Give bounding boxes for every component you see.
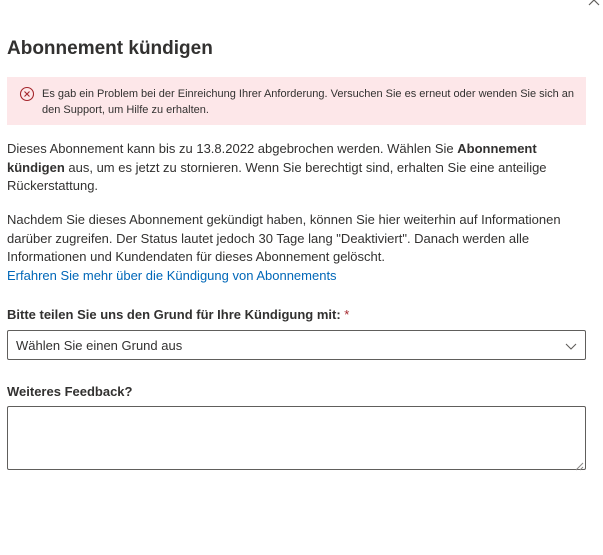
resize-grip-icon[interactable]	[574, 458, 584, 468]
reason-dropdown-value: Wählen Sie einen Grund aus	[16, 338, 183, 353]
info-text-part2: aus, um es jetzt zu stornieren. Wenn Sie berechtigt sind, erhalten Sie eine anteilige Rückerstattung.	[7, 159, 547, 193]
close-icon[interactable]	[585, 0, 603, 9]
feedback-label: Weiteres Feedback?	[7, 384, 133, 399]
reason-label	[7, 307, 349, 322]
chevron-down-icon	[565, 339, 577, 351]
info-text-part1: Dieses Abonnement kann bis zu 13.8.2022 abgebrochen werden. Wählen Sie	[7, 141, 458, 156]
info-text-bold: Abonnement kündigen	[7, 141, 537, 175]
error-circle-icon	[19, 86, 35, 102]
retention-text: Nachdem Sie dieses Abonnement gekündigt haben, können Sie hier weiterhin auf Informationen darüber zugreifen. Der Status lautet jedoch 30 Tage lang "Deaktiviert". Danach werden alle Informationen und Kundendaten für dieses Abonnement gelöscht.	[7, 212, 561, 264]
required-marker: *	[344, 307, 350, 322]
error-message-text: Es gab ein Problem bei der Einreichung Ihrer Anforderung. Versuchen Sie es erneut oder wenden Sie sich an den Support, um Hilfe zu erhalten.	[42, 88, 574, 116]
cancellation-info-paragraph	[7, 140, 589, 196]
data-retention-paragraph	[7, 211, 589, 285]
feedback-textarea[interactable]	[7, 406, 586, 470]
error-message-bar	[7, 77, 586, 125]
learn-more-link[interactable]: Erfahren Sie mehr über die Kündigung von Abonnements	[7, 267, 337, 283]
reason-label-text: Bitte teilen Sie uns den Grund für Ihre Kündigung mit:	[7, 307, 341, 322]
reason-dropdown[interactable]	[7, 330, 586, 360]
dialog-title: Abonnement kündigen	[7, 38, 213, 59]
